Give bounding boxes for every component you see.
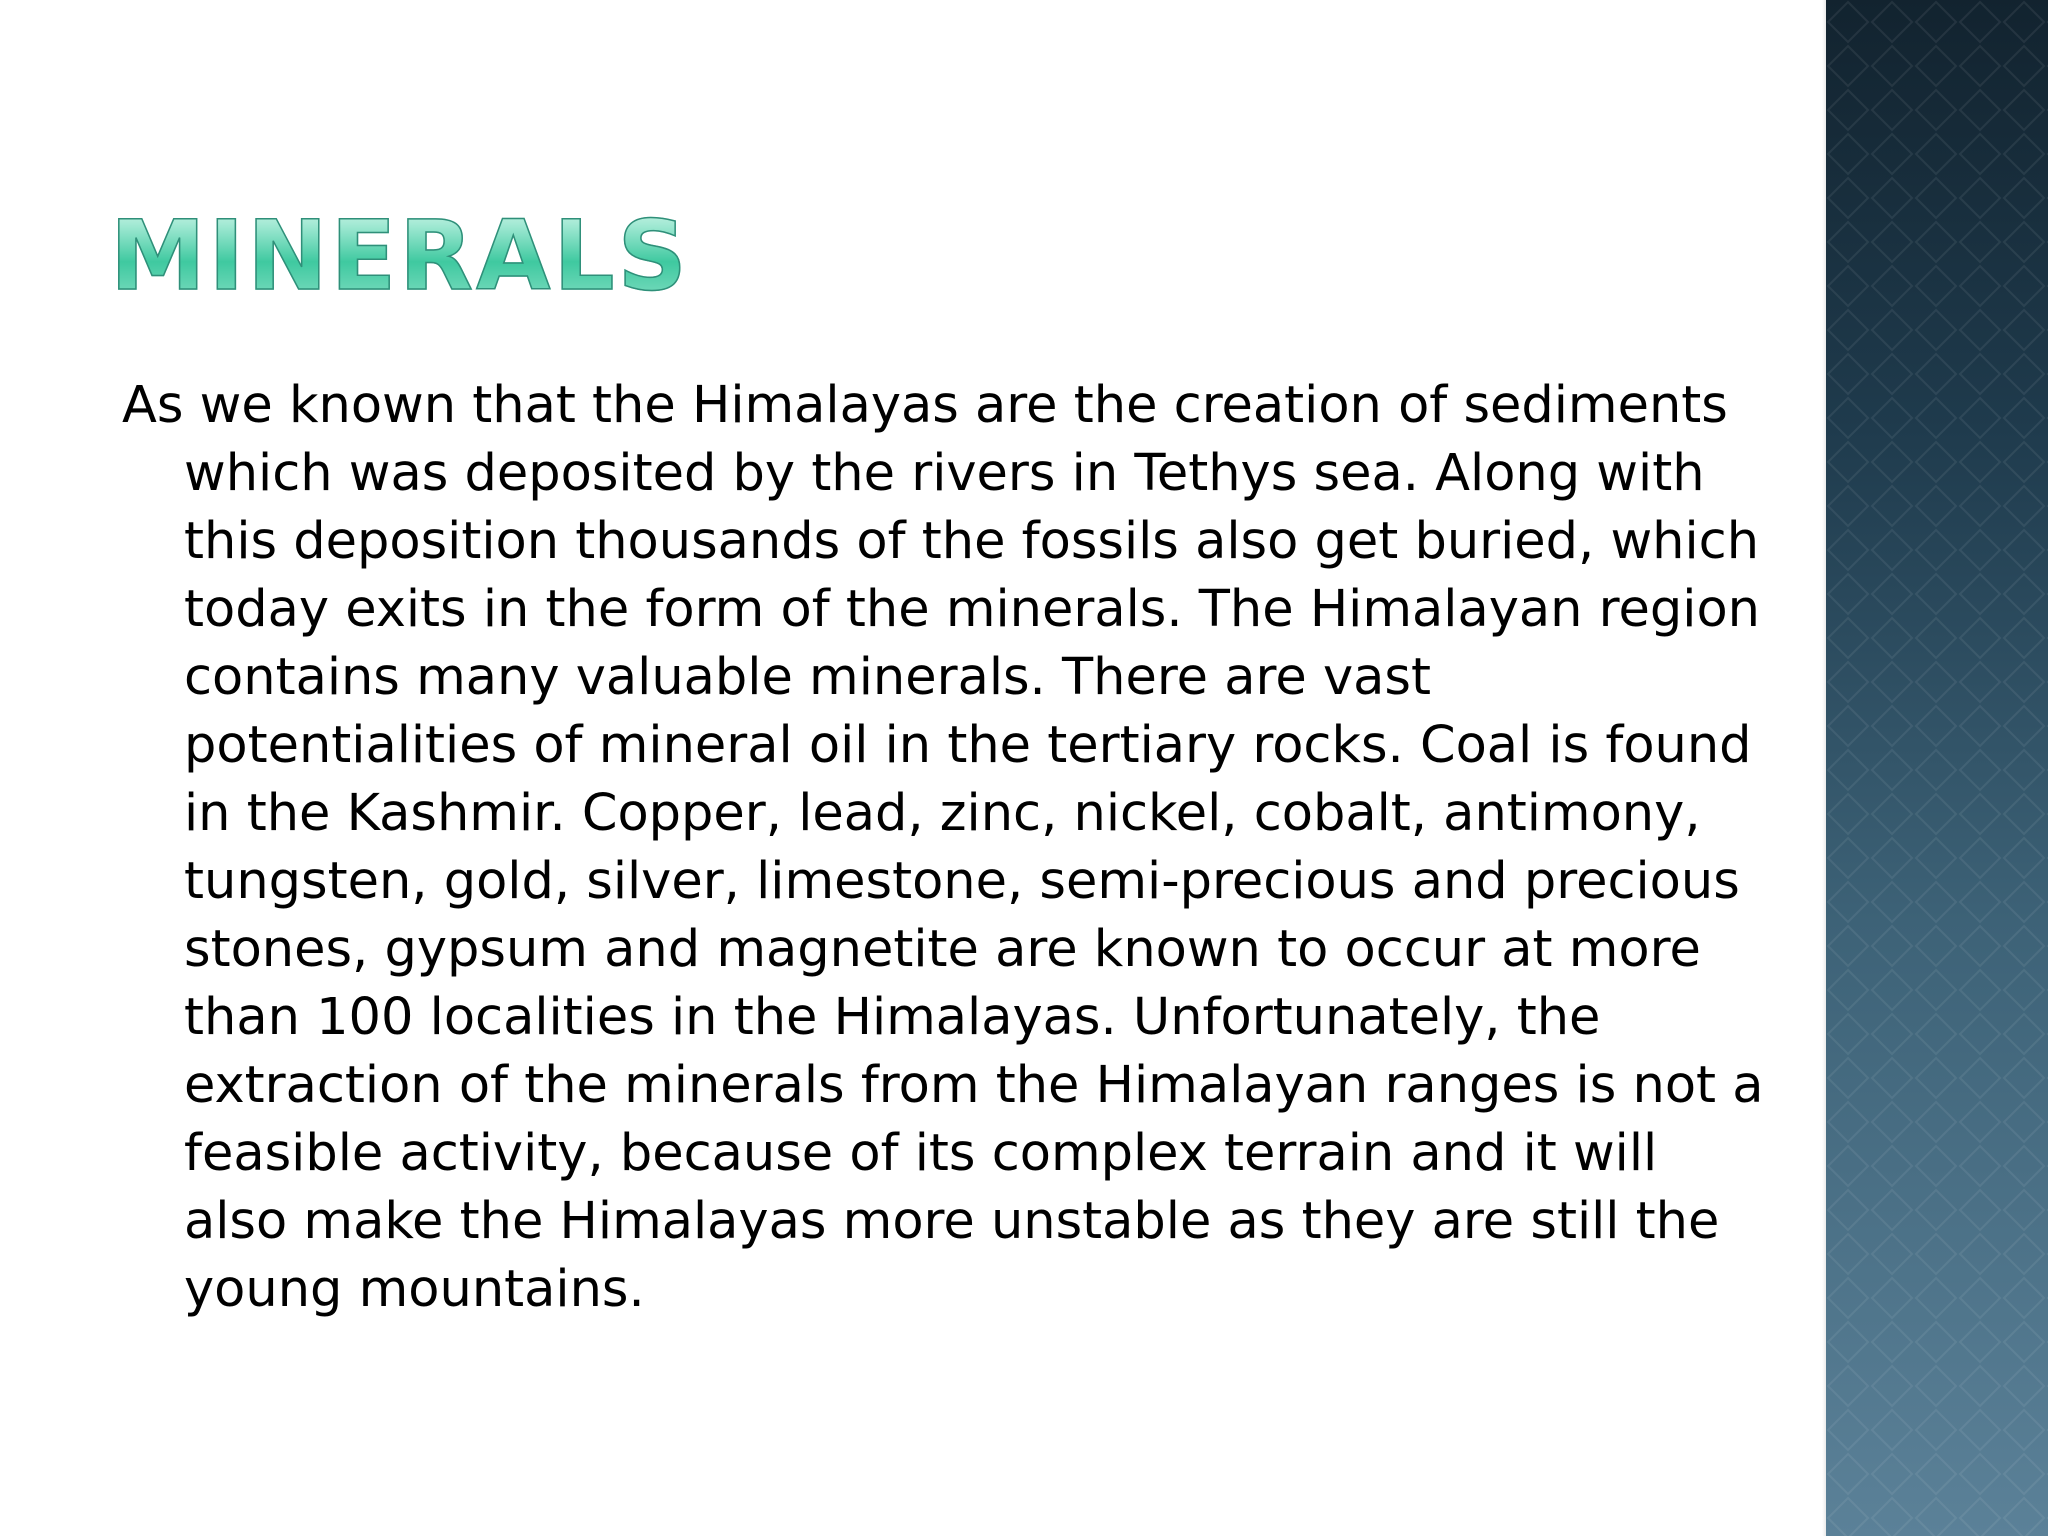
diamond-pattern: [1826, 0, 2048, 1536]
slide-body-text: As we known that the Himalayas are the creation of sediments which was deposited by the rivers in Tethys sea. Along with this deposition thousands of the fossils also get buried, which today exits in the form of the minerals. The Himalayan region contains many valuable minerals. There are vast potentialities of mineral oil in the tertiary rocks. Coal is found in the Kashmir. Copper, lead, zinc, nickel, cobalt, antimony, tungsten, gold, silver, limestone, semi-precious and precious stones, gypsum and magnetite are known to occur at more than 100 localities in the Himalayas. Unfortunately, the extraction of the minerals from the Himalayan ranges is not a feasible activity, because of its complex terrain and it will also make the Himalayas more unstable as they are still the young mountains.: [122, 376, 1764, 1319]
decorative-side-panel: [1826, 0, 2048, 1536]
slide-title: MINERALS: [110, 196, 690, 316]
